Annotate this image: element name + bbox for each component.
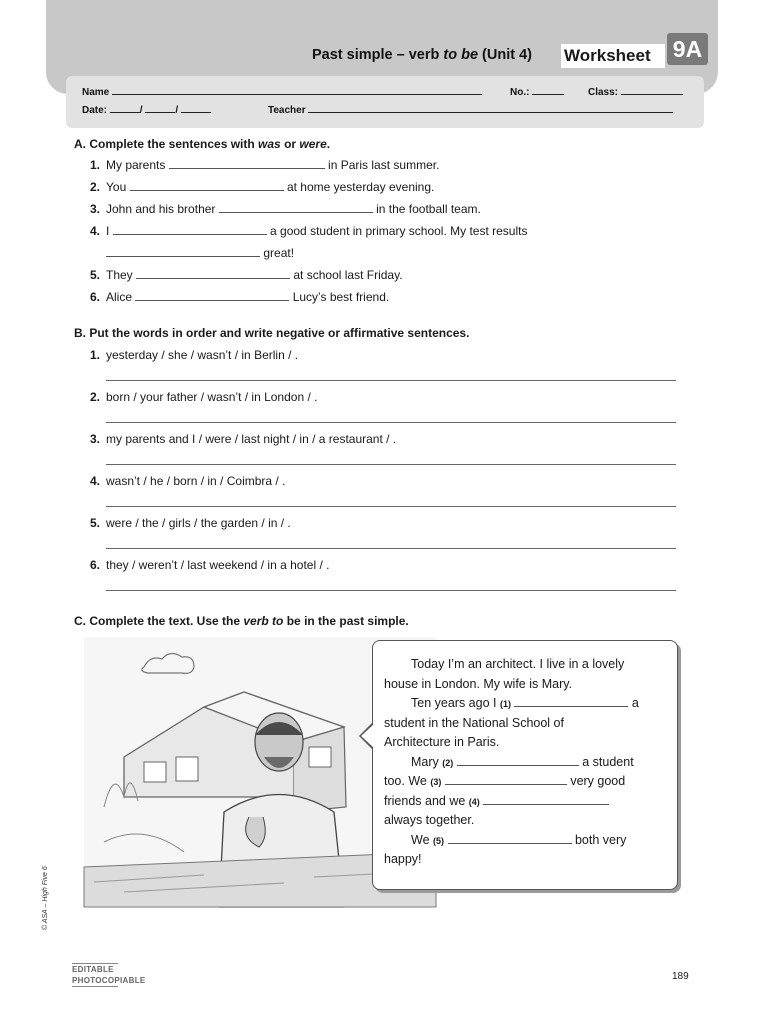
number-row: No.: [510, 85, 564, 98]
section-a-item-4-cont: great! [90, 246, 294, 260]
write-line[interactable] [106, 422, 676, 423]
section-a-item-5: 5. They at school last Friday. [90, 268, 403, 282]
answer-blank[interactable] [130, 180, 284, 191]
write-line[interactable] [106, 380, 676, 381]
gap-4-blank[interactable] [483, 794, 609, 805]
date-day-field[interactable] [110, 103, 140, 113]
write-line[interactable] [106, 464, 676, 465]
number-field[interactable] [532, 85, 564, 95]
text-line-1: Today I’m an architect. I live in a lovely [411, 657, 625, 671]
text-line-11: happy! [384, 852, 422, 866]
section-a-item-2: 2. You at home yesterday evening. [90, 180, 435, 194]
text-line-7: too. We (3) very good [384, 774, 626, 788]
text-line-3: Ten years ago I (1) a [411, 696, 639, 710]
section-b-item-2: 2. born / your father / wasn’t / in London / . [90, 390, 318, 404]
name-field[interactable] [112, 85, 482, 95]
speech-bubble-tail-fill [361, 724, 374, 748]
text-line-6: Mary (2) a student [411, 755, 634, 769]
answer-blank[interactable] [106, 246, 260, 257]
section-a-item-1: 1. My parents in Paris last summer. [90, 158, 440, 172]
answer-blank[interactable] [135, 290, 289, 301]
page-number: 189 [672, 971, 689, 982]
text-line-4: student in the National School of [384, 716, 564, 730]
student-info-panel [66, 76, 704, 128]
write-line[interactable] [106, 506, 676, 507]
section-b-item-5: 5. were / the / girls / the garden / in / . [90, 516, 291, 530]
teacher-field[interactable] [308, 103, 673, 113]
gap-3-blank[interactable] [445, 774, 567, 785]
name-row: Name [82, 85, 482, 98]
answer-blank[interactable] [136, 268, 290, 279]
section-a-item-4: 4. I a good student in primary school. My test results [90, 224, 528, 238]
section-a-heading: A. Complete the sentences with was or were. [74, 137, 331, 151]
text-line-10: We (5) both very [411, 833, 627, 847]
copyright-notice: © ASA – High Five 6 [42, 866, 49, 930]
section-b-heading: B. Put the words in order and write negative or affirmative sentences. [74, 326, 470, 340]
gap-5-blank[interactable] [448, 833, 572, 844]
section-b-item-1: 1. yesterday / she / wasn’t / in Berlin / . [90, 348, 299, 362]
answer-blank[interactable] [219, 202, 373, 213]
class-field[interactable] [621, 85, 683, 95]
page-title: Past simple – verb to be (Unit 4) [312, 47, 532, 63]
section-b-item-4: 4. wasn’t / he / born / in / Coimbra / . [90, 474, 286, 488]
write-line[interactable] [106, 590, 676, 591]
write-line[interactable] [106, 548, 676, 549]
date-month-field[interactable] [145, 103, 175, 113]
text-line-5: Architecture in Paris. [384, 735, 500, 749]
text-line-9: always together. [384, 813, 475, 827]
section-c-heading: C. Complete the text. Use the verb to be in the past simple. [74, 614, 409, 628]
section-b-item-6: 6. they / weren’t / last weekend / in a hotel / . [90, 558, 330, 572]
gap-1-blank[interactable] [514, 696, 628, 707]
date-year-field[interactable] [181, 103, 211, 113]
worksheet-number-badge: 9A [667, 33, 708, 65]
gap-2-blank[interactable] [457, 755, 579, 766]
class-row: Class: [588, 85, 683, 98]
editable-photocopiable-stamp: EDITABLE PHOTOCOPIABLE [72, 965, 146, 985]
answer-blank[interactable] [169, 158, 325, 169]
section-a-item-6: 6. Alice Lucy’s best friend. [90, 290, 390, 304]
text-line-2: house in London. My wife is Mary. [384, 677, 573, 691]
teacher-row: Teacher [268, 103, 673, 116]
section-a-item-3: 3. John and his brother in the football team. [90, 202, 481, 216]
section-b-item-3: 3. my parents and I / were / last night / in / a restaurant / . [90, 432, 397, 446]
date-row: Date: / / [82, 103, 211, 116]
worksheet-label: Worksheet [561, 44, 665, 68]
text-line-8: friends and we (4) [384, 794, 609, 808]
answer-blank[interactable] [113, 224, 267, 235]
